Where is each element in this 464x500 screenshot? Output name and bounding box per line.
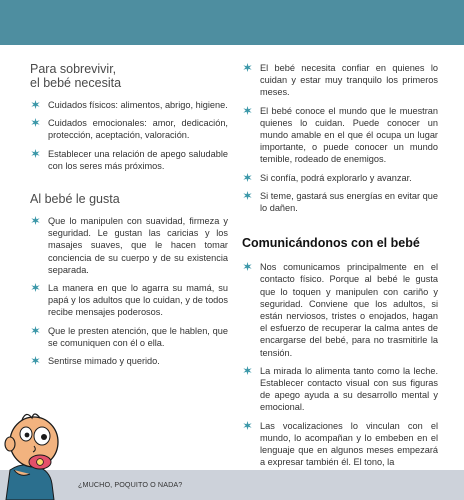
list-item-text: El bebé conoce el mundo que le muestran quienes lo cuidan. Puede conocer un mundo amable en el que él ocupa un lugar importante, o puede conocer un mundo temible, rodeado de enemigos.	[260, 105, 438, 165]
section-title-line: Para sobrevivir,	[30, 62, 117, 76]
list-item-text: Las vocalizaciones lo vinculan con el mundo, lo acompañan y lo embeben en el lenguaje que en algunos meses empezará a expresar también él. El tono, la	[260, 420, 438, 468]
asterisk-bullet-icon	[243, 366, 252, 375]
list-item-text: Que le presten atención, que le hablen, que se comuniquen con él o ella.	[48, 325, 228, 348]
list-item	[30, 325, 228, 349]
asterisk-bullet-icon	[31, 326, 40, 335]
asterisk-bullet-icon	[31, 100, 40, 109]
list-item-text: Cuidados emocionales: amor, dedicación, protección, aceptación, valoración.	[48, 118, 228, 141]
asterisk-bullet-icon	[31, 356, 40, 365]
left-column	[30, 62, 228, 373]
asterisk-bullet-icon	[31, 118, 40, 127]
list-item-text: Que lo manipulen con suavidad, firmeza y seguridad. Le gustan las caricias y los masajes suaves, que le hacen tomar conciencia de su cuerpo y de su existencia separada.	[48, 216, 228, 275]
list-confianza	[242, 62, 438, 214]
list-item-text: Establecer una relación de apego saludable con los seres más próximos.	[48, 148, 228, 171]
running-title: ¿MUCHO, POQUITO O NADA?	[78, 480, 183, 489]
asterisk-bullet-icon	[243, 262, 252, 271]
asterisk-bullet-icon	[243, 106, 252, 115]
section-title-sobrevivir	[30, 62, 228, 90]
list-item-text: La mirada lo alimenta tanto como la leche. Establecer contacto visual con sus figuras de apego ayuda a su desarrollo mental y emocional.	[260, 365, 438, 413]
section-title-le-gusta: Al bebé le gusta	[30, 192, 120, 207]
list-item	[30, 215, 228, 276]
list-item-text: La manera en que lo agarra su mamá, su papá y los adultos que lo cuidan, y de todos recibe mensajes poderosos.	[48, 283, 228, 318]
list-item-text: Si teme, gastará sus energías en evitar que lo dañen.	[260, 190, 438, 214]
asterisk-bullet-icon	[243, 63, 252, 72]
baby-illustration	[0, 404, 72, 500]
list-item	[242, 172, 438, 184]
list-item-text: Cuidados físicos: alimentos, abrigo, higiene.	[48, 100, 228, 110]
asterisk-bullet-icon	[31, 149, 40, 158]
asterisk-bullet-icon	[31, 216, 40, 225]
list-item	[242, 190, 438, 214]
asterisk-bullet-icon	[31, 283, 40, 292]
list-item	[242, 420, 438, 469]
header-band	[0, 0, 464, 45]
list-item-text: El bebé necesita confiar en quienes lo cuidan y estar muy tranquilo los primeros meses.	[260, 63, 438, 98]
list-item	[30, 282, 228, 319]
asterisk-bullet-icon	[243, 421, 252, 430]
list-item-text: Sentirse mimado y querido.	[48, 356, 160, 367]
list-item	[242, 105, 438, 166]
list-item	[242, 365, 438, 414]
list-comunicandonos	[242, 261, 438, 468]
list-item	[242, 261, 438, 359]
list-item-text: Si confía, podrá explorarlo y avanzar.	[260, 172, 412, 183]
list-item	[30, 355, 228, 367]
list-item	[30, 148, 228, 172]
list-item	[30, 117, 228, 141]
list-item-text: Nos comunicamos principalmente en el contacto físico. Porque al bebé le gusta que lo toquen y manipulen con cariño y seguridad. Conviene que los adultos, si están nerviosos, tristes o enojados, hagan el esfuerzo de recuperar la calma antes de encargarse del bebé, para no trasmitirle la tensión.	[260, 262, 438, 358]
section-title-line: el bebé necesita	[30, 76, 122, 90]
list-item	[242, 62, 438, 99]
asterisk-bullet-icon	[243, 191, 252, 200]
asterisk-bullet-icon	[243, 173, 252, 182]
list-le-gusta	[30, 215, 228, 367]
list-necesita	[30, 99, 228, 172]
right-column	[242, 62, 438, 474]
list-item	[30, 99, 228, 111]
section-title-comunicandonos: Comunicándonos con el bebé	[242, 236, 420, 251]
